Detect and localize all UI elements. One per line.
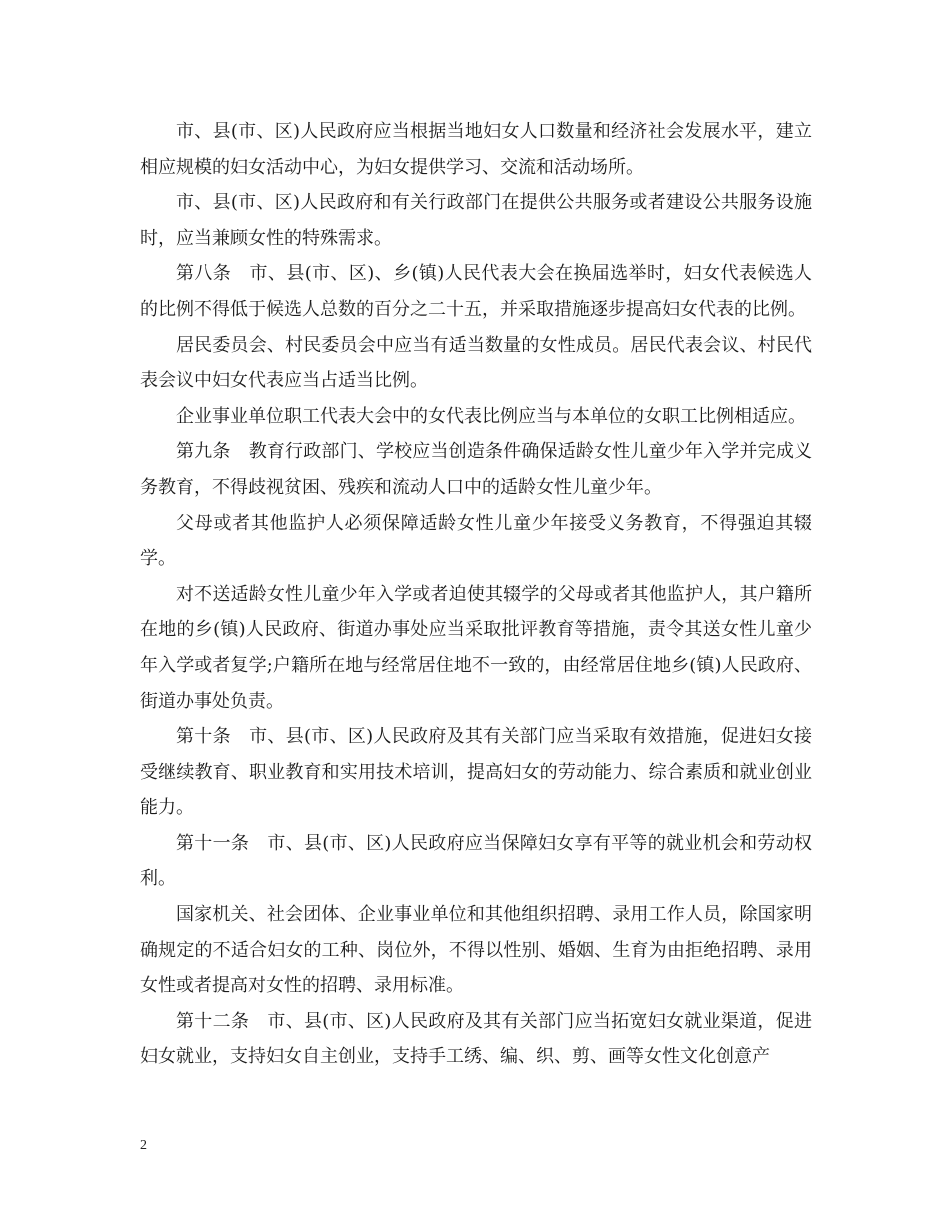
paragraph: 第十二条 市、县(市、区)人民政府及其有关部门应当拓宽妇女就业渠道，促进妇女就业，支持妇女自主创业，支持手工绣、编、织、剪、画等女性文化创意产 [140, 1010, 812, 1068]
paragraph: 父母或者其他监护人必须保障适龄女性儿童少年接受义务教育，不得强迫其辍学。 [140, 512, 812, 570]
paragraph: 国家机关、社会团体、企业事业单位和其他组织招聘、录用工作人员，除国家明确规定的不适合妇女的工种、岗位外，不得以性别、婚姻、生育为由拒绝招聘、录用女性或者提高对女性的招聘、录用标准。 [140, 904, 812, 997]
paragraph: 第九条 教育行政部门、学校应当创造条件确保适龄女性儿童少年入学并完成义务教育，不得歧视贫困、残疾和流动人口中的适龄女性儿童少年。 [140, 441, 812, 498]
paragraph: 居民委员会、村民委员会中应当有适当数量的女性成员。居民代表会议、村民代表会议中妇女代表应当占适当比例。 [140, 334, 812, 392]
paragraph: 第八条 市、县(市、区)、乡(镇)人民代表大会在换届选举时，妇女代表候选人的比例不得低于候选人总数的百分之二十五，并采取措施逐步提高妇女代表的比例。 [140, 263, 812, 320]
paragraph: 市、县(市、区)人民政府和有关行政部门在提供公共服务或者建设公共服务设施时，应当兼顾女性的特殊需求。 [140, 192, 812, 249]
paragraph: 企业事业单位职工代表大会中的女代表比例应当与本单位的女职工比例相适应。 [176, 405, 806, 427]
document-body [140, 114, 812, 1075]
paragraph: 市、县(市、区)人民政府应当根据当地妇女人口数量和经济社会发展水平，建立相应规模的妇女活动中心，为妇女提供学习、交流和活动场所。 [140, 121, 812, 178]
paragraph: 第十一条 市、县(市、区)人民政府应当保障妇女享有平等的就业机会和劳动权利。 [140, 832, 812, 890]
page-number: 2 [140, 1138, 147, 1153]
paragraph: 对不送适龄女性儿童少年入学或者迫使其辍学的父母或者其他监护人，其户籍所在地的乡(镇)人民政府、街道办事处应当采取批评教育等措施，责令其送女性儿童少年入学或者复学;户籍所在地与经常居住地不一致的，由经常居住地乡(镇)人民政府、街道办事处负责。 [140, 583, 812, 712]
paragraph: 第十条 市、县(市、区)人民政府及其有关部门应当采取有效措施，促进妇女接受继续教育、职业教育和实用技术培训，提高妇女的劳动能力、综合素质和就业创业能力。 [140, 726, 812, 819]
